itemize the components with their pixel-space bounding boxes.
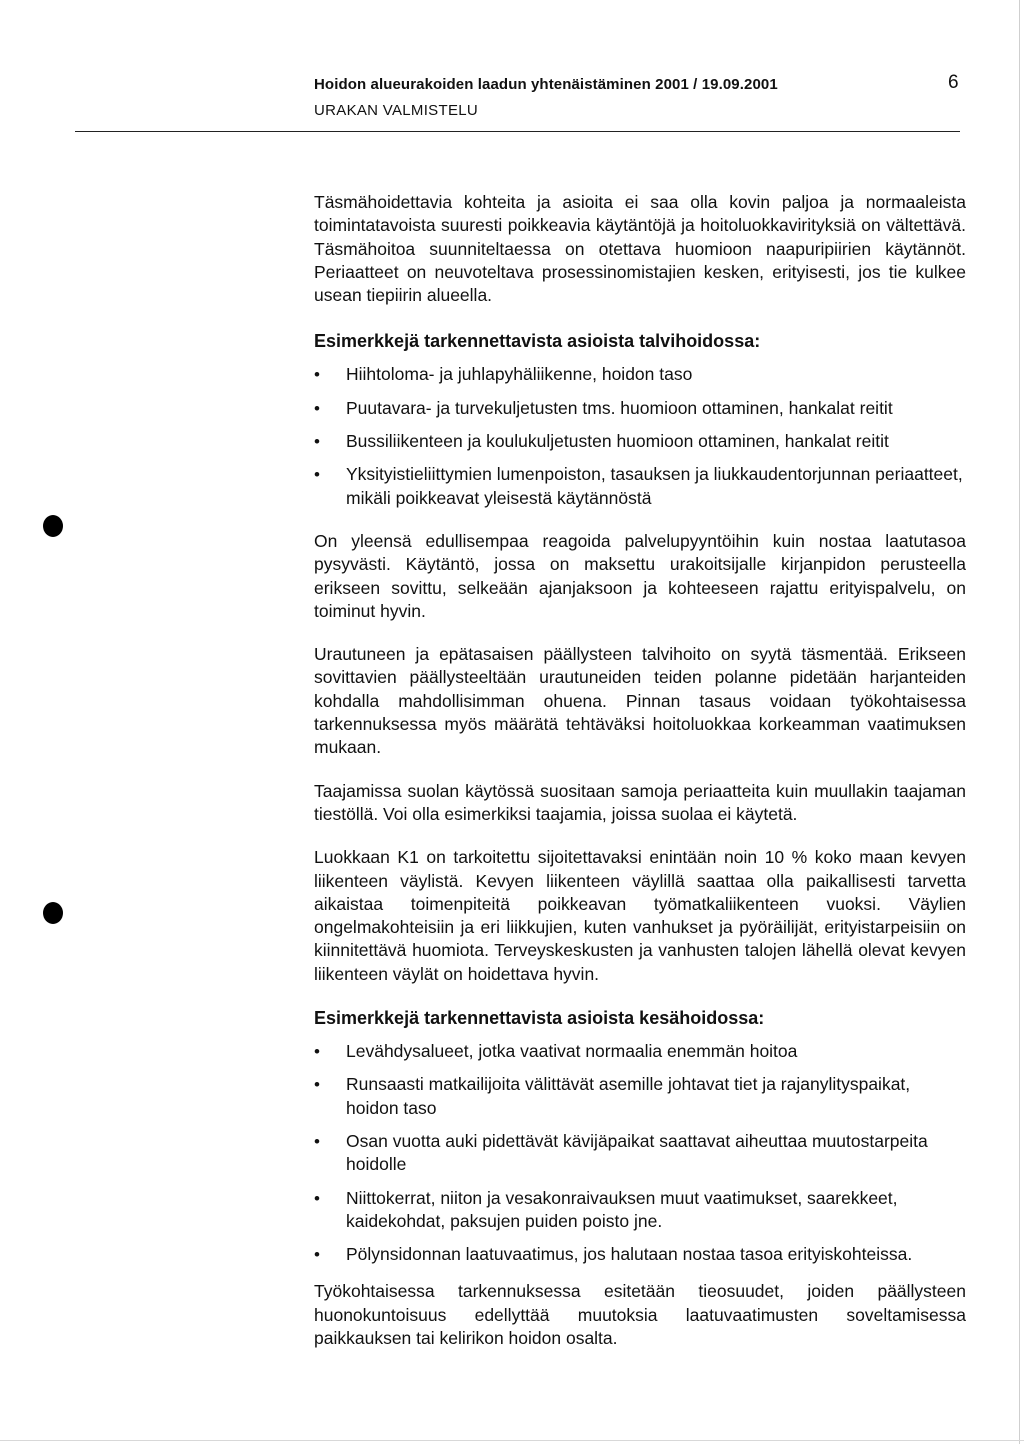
paragraph: On yleensä edullisempaa reagoida palvelupyyntöihin kuin nostaa laatutasoa pysyvästi. Käytäntö, jossa on maksettu urakoitsijalle kirjanpidon perusteella erikseen sovittu, selkeään ajanjaksoon ja kohteeseen rajattu erityispalvelu, on toiminut hyvin. bbox=[314, 530, 966, 621]
list-item: • Hiihtoloma- ja juhlapyhäliikenne, hoidon taso bbox=[314, 363, 966, 386]
punch-hole-icon bbox=[43, 515, 63, 537]
winter-heading: Esimerkkejä tarkennettavista asioista talvihoidossa: bbox=[314, 331, 761, 352]
paragraph: Luokkaan K1 on tarkoitettu sijoitettavaksi enintään noin 10 % koko maan kevyen liikenteen väylistä. Kevyen liikenteen väylillä saattaa olla paikallisesti tarvetta aikaistaa toimenpiteitä poikkeavan työmatkaliikenteen vuoksi. Väylien ongelmakohteisiin ja eri liikkujien, kuten vanhukset ja pyöräilijät, erityistarpeisiin on kiinnitettävä huomiota. Terveyskeskusten ja vanhusten talojen lähellä olevat kevyen liikenteen väylät on hoidettava hyvin. bbox=[314, 847, 966, 984]
header-divider bbox=[75, 131, 960, 132]
paragraph: Työkohtaisessa tarkennuksessa esitetään tieosuudet, joiden päällysteen huonokuntoisuus edellyttää muutoksia laatuvaatimusten soveltamisessa paikkauksen tai kelirikon hoidon osalta. bbox=[314, 1281, 966, 1348]
winter-list bbox=[314, 363, 966, 509]
paragraph: Urautuneen ja epätasaisen päällysteen talvihoito on syytä täsmentää. Erikseen sovittavien päällysteeltään urautuneiden teiden polanne pidetään harjanteiden kohdalla mahdollisimman ohuena. Pinnan tasaus voidaan työkohtaisessa tarkennuksessa myös määrätä tehtäväksi hoitoluokkaa korkeamman vaatimuksen mukaan. bbox=[314, 644, 966, 758]
list-item: • Niittokerrat, niiton ja vesakonraivauksen muut vaatimukset, saarekkeet, kaidekohdat, paksujen puiden poisto jne. bbox=[314, 1187, 966, 1234]
scan-edge bbox=[0, 1440, 1024, 1441]
intro-paragraph: Täsmähoidettavia kohteita ja asioita ei saa olla kovin paljoa ja normaaleista toimintatavoista suuresti poikkeavia käytäntöjä ja hoitoluokkavirityksiä on vältettävä. Täsmähoitoa suunniteltaessa on otettava huomioon naapuripiirien käytännöt. Periaatteet on neuvoteltava prosessinomistajien kesken, erityisesti, jos tie kulkee usean tiepiirin alueella. bbox=[314, 192, 966, 306]
list-item: • Bussiliikenteen ja koulukuljetusten huomioon ottaminen, hankalat reitit bbox=[314, 430, 966, 453]
list-item: • Puutavara- ja turvekuljetusten tms. huomioon ottaminen, hankalat reitit bbox=[314, 397, 966, 420]
summer-heading: Esimerkkejä tarkennettavista asioista kesähoidossa: bbox=[314, 1008, 765, 1029]
page-number: 6 bbox=[948, 72, 959, 93]
punch-hole-icon bbox=[43, 902, 63, 924]
document-body bbox=[314, 191, 966, 1350]
section-title: URAKAN VALMISTELU bbox=[314, 102, 479, 119]
list-item: • Levähdysalueet, jotka vaativat normaalia enemmän hoitoa bbox=[314, 1040, 966, 1063]
list-item: • Osan vuotta auki pidettävät kävijäpaikat saattavat aiheuttaa muutostarpeita hoidolle bbox=[314, 1130, 966, 1177]
summer-list bbox=[314, 1040, 966, 1266]
scan-edge bbox=[1019, 0, 1020, 1444]
header-title: Hoidon alueurakoiden laadun yhtenäistäminen 2001 / 19.09.2001 bbox=[314, 76, 778, 93]
list-item: • Runsaasti matkailijoita välittävät asemille johtavat tiet ja rajanylityspaikat, hoidon taso bbox=[314, 1073, 966, 1120]
paragraph: Taajamissa suolan käytössä suositaan samoja periaatteita kuin muullakin taajaman tiestöllä. Voi olla esimerkiksi taajamia, joissa suolaa ei käytetä. bbox=[314, 780, 966, 824]
list-item: • Yksityistieliittymien lumenpoiston, tasauksen ja liukkaudentorjunnan periaatteet, mikäli poikkeavat yleisestä käytännöstä bbox=[314, 463, 966, 510]
list-item: • Pölynsidonnan laatuvaatimus, jos halutaan nostaa tasoa erityiskohteissa. bbox=[314, 1243, 966, 1266]
